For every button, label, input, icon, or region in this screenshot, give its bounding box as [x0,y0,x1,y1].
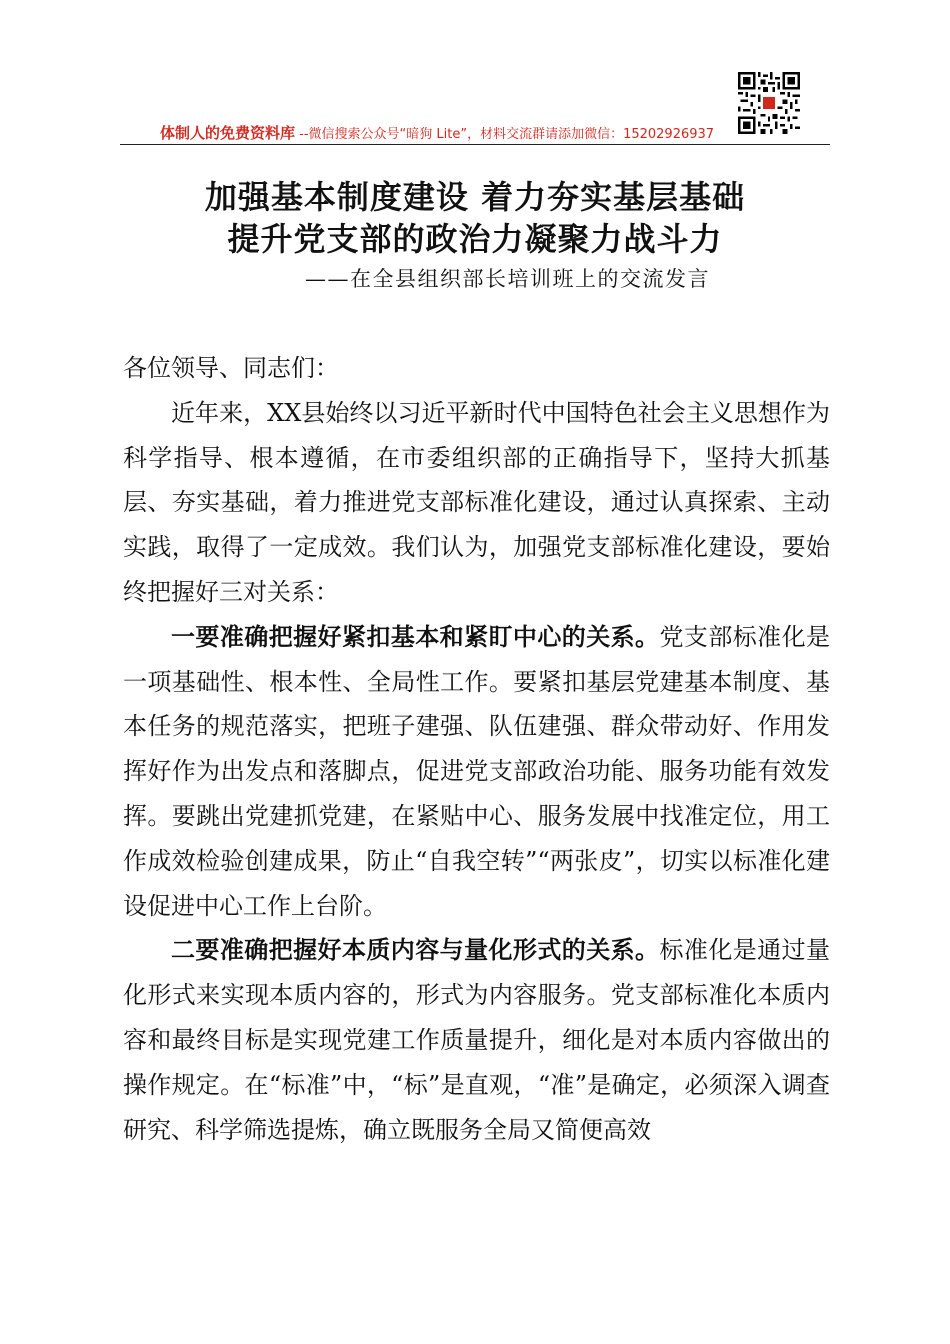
paragraph-second-text: 标准化是通过量化形式来实现本质内容的，形式为内容服务。党支部标准化本质内容和最终目标是实现党建工作质量提升，细化是对本质内容做出的操作规定。在“标准”中，“标”是直观，“准”是确定，必须深入调查研究、科学筛选提炼，确立既服务全局又简便高效 [123,936,831,1144]
document-body [123,346,830,1152]
paragraph-second-relation [123,928,830,1152]
paragraph-first-heading: 一要准确把握好紧扣基本和紧盯中心的关系。 [171,622,660,651]
paragraph-first-relation [123,615,830,929]
qr-code-icon [738,72,800,134]
salutation: 各位领导、同志们： [123,354,339,382]
paragraph-intro: 近年来，XX县始终以习近平新时代中国特色社会主义思想作为科学指导、根本遵循，在市委组织部的正确指导下，坚持大抓基层、夯实基础，着力推进党支部标准化建设，通过认真探索、主动实践，取得了一定成效。我们认为，加强党支部标准化建设，要始终把握好三对关系： [123,398,830,606]
page-header [120,60,830,146]
paragraph-second-heading: 二要准确把握好本质内容与量化形式的关系。 [171,936,660,965]
document-title-line1: 加强基本制度建设 着力夯实基层基础 [204,178,746,216]
header-banner [160,122,714,143]
header-info: --微信搜索公众号“暗狗 Lite”，材料交流群请添加微信：15202926937 [295,127,715,142]
header-divider [120,144,830,145]
document-title-line2: 提升党支部的政治力凝聚力战斗力 [227,220,723,258]
paragraph-first-text: 党支部标准化是一项基础性、根本性、全局性工作。要紧扣基层党建基本制度、基本任务的规范落实，把班子建强、队伍建强、群众带动好、作用发挥好作为出发点和落脚点，促进党支部政治功能、服务功能有效发挥。要跳出党建抓党建，在紧贴中心、服务发展中找准定位，用工作成效检验创建成果，防止“自我空转”“两张皮”，切实以标准化建设促进中心工作上台阶。 [123,622,831,920]
document-subtitle: ——在全县组织部长培训班上的交流发言 [305,267,710,291]
header-brand: 体制人的免费资料库 [160,124,296,142]
